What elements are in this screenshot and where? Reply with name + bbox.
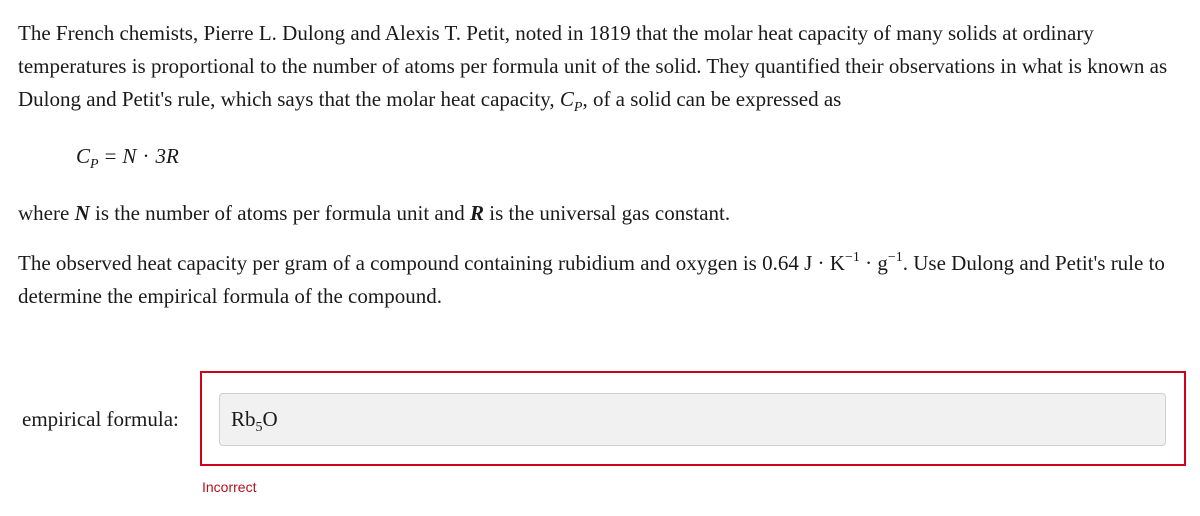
question-exponent-k: −1 (844, 250, 860, 265)
question-mid: · g (859, 251, 888, 275)
equation-lhs-c: C (76, 144, 91, 168)
intro-tail: , of a solid can be expressed as (582, 87, 842, 111)
empirical-formula-label: empirical formula: (22, 407, 179, 431)
where-r: R (469, 201, 484, 225)
answer-status-text: Incorrect (202, 479, 257, 495)
answer-value-subscript: 5 (255, 420, 263, 435)
question-paragraph (18, 241, 1188, 313)
cp-symbol: C (559, 87, 574, 111)
where-suffix: is the universal gas constant. (484, 201, 731, 225)
equation-n: N (122, 144, 137, 168)
answer-value-o: O (262, 407, 278, 431)
equation-equals: = (104, 144, 117, 168)
where-middle: is the number of atoms per formula unit and (89, 201, 470, 225)
question-exponent-g: −1 (887, 250, 903, 265)
dulong-petit-equation (76, 142, 179, 179)
where-paragraph (18, 197, 1188, 230)
equation-dot: · (142, 144, 150, 168)
equation-3r: 3R (155, 144, 179, 168)
question-prefix: The observed heat capacity per gram of a compound containing rubidium and oxygen is 0.64 J · K (18, 251, 845, 275)
where-prefix: where (18, 201, 75, 225)
question-suffix: . Use Dulong and Petit's rule to determine the empirical formula of the compound. (18, 251, 1165, 308)
intro-text: The French chemists, Pierre L. Dulong and Alexis T. Petit, noted in 1819 that the molar heat capacity of many solids at ordinary temperatures is proportional to the number of atoms per formula unit of the solid. They quantified their observations in what is known as Dulong and Petit's rule, which says that the molar heat capacity, (18, 21, 1168, 111)
cp-subscript: P (573, 100, 583, 115)
empirical-formula-input[interactable] (219, 393, 1166, 446)
answer-value-rb: Rb (231, 407, 256, 431)
where-n: N (74, 201, 90, 225)
intro-paragraph (18, 17, 1188, 124)
equation-lhs-p: P (90, 157, 99, 172)
